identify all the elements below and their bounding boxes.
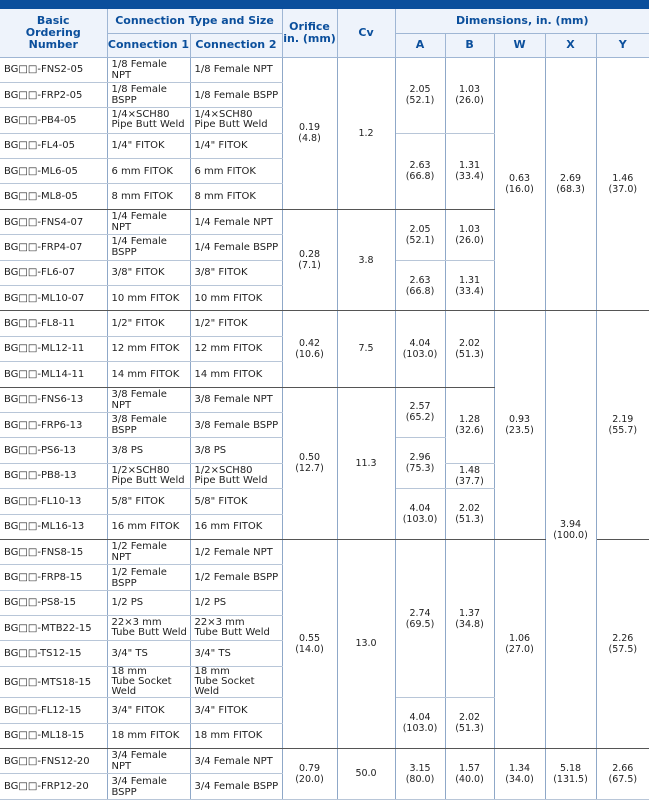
connection-2-cell: 3/4" FITOK bbox=[190, 698, 282, 723]
col-dim-b: B bbox=[445, 33, 494, 57]
connection-1-cell: 3/8 PS bbox=[107, 438, 190, 463]
ordering-prefix: BG□□ bbox=[4, 521, 38, 533]
orifice-cell: 0.79 (20.0) bbox=[282, 748, 337, 799]
connection-1-cell: 6 mm FITOK bbox=[107, 159, 190, 184]
connection-1-cell: 3/8" FITOK bbox=[107, 260, 190, 285]
col-cv: Cv bbox=[337, 9, 395, 57]
cv-cell: 3.8 bbox=[337, 209, 395, 311]
connection-1-cell: 22×3 mm Tube Butt Weld bbox=[107, 616, 190, 641]
connection-1-cell: 10 mm FITOK bbox=[107, 286, 190, 311]
connection-1-cell: 1/4 Female NPT bbox=[107, 209, 190, 234]
connection-2-cell: 1/4" FITOK bbox=[190, 133, 282, 158]
x-cell: 5.18 (131.5) bbox=[545, 748, 596, 799]
a-cell: 2.05 (52.1) bbox=[395, 57, 445, 133]
col-connection-type: Connection Type and Size bbox=[107, 9, 282, 33]
ordering-suffix: -FL10-13 bbox=[37, 495, 82, 507]
connection-1-cell: 3/4" FITOK bbox=[107, 698, 190, 723]
y-cell: 1.46 (37.0) bbox=[596, 57, 649, 311]
cv-cell: 1.2 bbox=[337, 57, 395, 209]
ordering-suffix: -FRP8-15 bbox=[37, 572, 83, 583]
ordering-number-cell bbox=[0, 82, 107, 107]
orifice-cell: 0.19 (4.8) bbox=[282, 57, 337, 209]
ordering-suffix: -PB8-13 bbox=[37, 470, 77, 482]
connection-2-cell: 16 mm FITOK bbox=[190, 514, 282, 539]
ordering-suffix: -ML18-15 bbox=[37, 730, 85, 742]
ordering-prefix: BG□□ bbox=[4, 676, 38, 688]
header-band bbox=[0, 0, 649, 9]
ordering-prefix: BG□□ bbox=[4, 572, 38, 583]
ordering-number-cell bbox=[0, 387, 107, 412]
ordering-prefix: BG□□ bbox=[4, 267, 38, 279]
w-cell: 0.63 (16.0) bbox=[494, 57, 545, 311]
ordering-number-cell bbox=[0, 184, 107, 209]
connection-2-cell: 1/2 Female BSPP bbox=[190, 565, 282, 590]
ordering-suffix: -ML12-11 bbox=[37, 343, 85, 355]
ordering-number-cell bbox=[0, 311, 107, 336]
ordering-number-cell bbox=[0, 286, 107, 311]
ordering-number-cell bbox=[0, 774, 107, 800]
col-basic-ordering-number: Basic Ordering Number bbox=[0, 9, 107, 57]
b-cell: 1.37 (34.8) bbox=[445, 539, 494, 697]
ordering-prefix: BG□□ bbox=[4, 114, 38, 126]
ordering-suffix: -FNS12-20 bbox=[37, 755, 90, 767]
connection-1-cell: 3/4" TS bbox=[107, 641, 190, 666]
connection-2-cell: 3/4" TS bbox=[190, 641, 282, 666]
y-cell: 2.26 (57.5) bbox=[596, 539, 649, 748]
connection-2-cell: 1/8 Female BSPP bbox=[190, 82, 282, 107]
w-cell: 1.06 (27.0) bbox=[494, 539, 545, 748]
b-cell: 1.57 (40.0) bbox=[445, 748, 494, 799]
b-cell: 1.03 (26.0) bbox=[445, 57, 494, 133]
ordering-suffix: -TS12-15 bbox=[37, 648, 82, 660]
connection-2-cell: 1/8 Female NPT bbox=[190, 57, 282, 82]
ordering-prefix: BG□□ bbox=[4, 597, 38, 609]
x-cell: 3.94 (100.0) bbox=[545, 311, 596, 749]
col-dim-w: W bbox=[494, 33, 545, 57]
connection-2-cell: 3/4 Female BSPP bbox=[190, 774, 282, 800]
connection-2-cell: 14 mm FITOK bbox=[190, 362, 282, 387]
ordering-prefix: BG□□ bbox=[4, 781, 38, 793]
ordering-number-cell bbox=[0, 590, 107, 615]
connection-2-cell: 10 mm FITOK bbox=[190, 286, 282, 311]
ordering-suffix: -FRP4-07 bbox=[37, 241, 83, 253]
ordering-number-cell bbox=[0, 235, 107, 260]
connection-2-cell: 3/8 Female NPT bbox=[190, 387, 282, 412]
connection-1-cell: 16 mm FITOK bbox=[107, 514, 190, 539]
spec-table-body bbox=[0, 57, 649, 800]
ordering-number-cell bbox=[0, 539, 107, 564]
connection-2-cell: 22×3 mm Tube Butt Weld bbox=[190, 616, 282, 641]
ordering-prefix: BG□□ bbox=[4, 241, 38, 253]
ordering-suffix: -ML10-07 bbox=[37, 292, 85, 304]
connection-2-cell: 1/2×SCH80 Pipe Butt Weld bbox=[190, 463, 282, 488]
b-cell: 1.03 (26.0) bbox=[445, 209, 494, 260]
connection-2-cell: 1/2" FITOK bbox=[190, 311, 282, 336]
col-connection-1: Connection 1 bbox=[107, 33, 190, 57]
connection-1-cell: 1/2 PS bbox=[107, 590, 190, 615]
connection-2-cell: 6 mm FITOK bbox=[190, 159, 282, 184]
cv-cell: 50.0 bbox=[337, 748, 395, 799]
ordering-prefix: BG□□ bbox=[4, 394, 38, 406]
connection-2-cell: 18 mm FITOK bbox=[190, 723, 282, 748]
a-cell: 2.74 (69.5) bbox=[395, 539, 445, 697]
ordering-number-cell bbox=[0, 438, 107, 463]
connection-2-cell: 3/8 PS bbox=[190, 438, 282, 463]
cv-cell: 11.3 bbox=[337, 387, 395, 539]
connection-1-cell: 18 mm Tube Socket Weld bbox=[107, 666, 190, 697]
connection-2-cell: 1/4×SCH80 Pipe Butt Weld bbox=[190, 108, 282, 133]
ordering-prefix: BG□□ bbox=[4, 704, 38, 716]
w-cell: 1.34 (34.0) bbox=[494, 748, 545, 799]
ordering-number-cell bbox=[0, 108, 107, 133]
a-cell: 2.96 (75.3) bbox=[395, 438, 445, 489]
y-cell: 2.19 (55.7) bbox=[596, 311, 649, 540]
ordering-prefix: BG□□ bbox=[4, 343, 38, 355]
connection-1-cell: 1/2×SCH80 Pipe Butt Weld bbox=[107, 463, 190, 488]
ordering-prefix: BG□□ bbox=[4, 622, 38, 634]
connection-2-cell: 12 mm FITOK bbox=[190, 336, 282, 361]
ordering-prefix: BG□□ bbox=[4, 495, 38, 507]
ordering-suffix: -FNS4-07 bbox=[37, 216, 84, 228]
connection-1-cell: 1/4 Female BSPP bbox=[107, 235, 190, 260]
b-cell: 1.31 (33.4) bbox=[445, 133, 494, 209]
b-cell: 2.02 (51.3) bbox=[445, 311, 494, 387]
col-orifice: Orifice in. (mm) bbox=[282, 9, 337, 57]
ordering-prefix: BG□□ bbox=[4, 318, 38, 330]
ordering-number-cell bbox=[0, 698, 107, 723]
connection-1-cell: 3/4 Female BSPP bbox=[107, 774, 190, 800]
col-dim-y: Y bbox=[596, 33, 649, 57]
a-cell: 2.63 (66.8) bbox=[395, 133, 445, 209]
connection-1-cell: 14 mm FITOK bbox=[107, 362, 190, 387]
a-cell: 4.04 (103.0) bbox=[395, 311, 445, 387]
ordering-prefix: BG□□ bbox=[4, 191, 38, 203]
ordering-suffix: -ML8-05 bbox=[37, 191, 78, 203]
ordering-number-cell bbox=[0, 514, 107, 539]
ordering-number-cell bbox=[0, 748, 107, 773]
ordering-number-cell bbox=[0, 336, 107, 361]
ordering-prefix: BG□□ bbox=[4, 89, 38, 101]
col-dim-a: A bbox=[395, 33, 445, 57]
connection-1-cell: 8 mm FITOK bbox=[107, 184, 190, 209]
connection-2-cell: 1/4 Female NPT bbox=[190, 209, 282, 234]
b-cell: 2.02 (51.3) bbox=[445, 489, 494, 540]
table-row bbox=[0, 748, 649, 773]
connection-2-cell: 1/4 Female BSPP bbox=[190, 235, 282, 260]
col-dimensions: Dimensions, in. (mm) bbox=[395, 9, 649, 33]
ordering-suffix: -FL8-11 bbox=[37, 318, 75, 330]
col-connection-2: Connection 2 bbox=[190, 33, 282, 57]
cv-cell: 7.5 bbox=[337, 311, 395, 387]
ordering-prefix: BG□□ bbox=[4, 755, 38, 767]
orifice-cell: 0.50 (12.7) bbox=[282, 387, 337, 539]
ordering-prefix: BG□□ bbox=[4, 648, 38, 660]
ordering-suffix: -FNS2-05 bbox=[37, 64, 84, 76]
ordering-number-cell bbox=[0, 463, 107, 488]
ordering-prefix: BG□□ bbox=[4, 64, 38, 76]
ordering-suffix: -FL4-05 bbox=[37, 140, 75, 152]
ordering-number-cell bbox=[0, 362, 107, 387]
cv-cell: 13.0 bbox=[337, 539, 395, 748]
connection-1-cell: 12 mm FITOK bbox=[107, 336, 190, 361]
table-row bbox=[0, 57, 649, 82]
ordering-suffix: -ML14-11 bbox=[37, 368, 85, 380]
ordering-suffix: -ML16-13 bbox=[37, 521, 85, 533]
ordering-suffix: -FL12-15 bbox=[37, 704, 82, 716]
ordering-number-cell bbox=[0, 666, 107, 697]
connection-1-cell: 3/8 Female NPT bbox=[107, 387, 190, 412]
connection-1-cell: 1/2" FITOK bbox=[107, 311, 190, 336]
connection-2-cell: 1/2 Female NPT bbox=[190, 539, 282, 564]
connection-1-cell: 3/4 Female NPT bbox=[107, 748, 190, 773]
connection-1-cell: 1/4×SCH80 Pipe Butt Weld bbox=[107, 108, 190, 133]
ordering-suffix: -PS8-15 bbox=[37, 597, 77, 609]
connection-2-cell: 18 mm Tube Socket Weld bbox=[190, 666, 282, 697]
orifice-cell: 0.42 (10.6) bbox=[282, 311, 337, 387]
ordering-prefix: BG□□ bbox=[4, 546, 38, 558]
ordering-suffix: -FL6-07 bbox=[37, 267, 75, 279]
b-cell: 1.48 (37.7) bbox=[445, 463, 494, 488]
ordering-number-cell bbox=[0, 260, 107, 285]
connection-1-cell: 3/8 Female BSPP bbox=[107, 412, 190, 437]
a-cell: 4.04 (103.0) bbox=[395, 698, 445, 749]
connection-2-cell: 1/2 PS bbox=[190, 590, 282, 615]
ordering-number-cell bbox=[0, 641, 107, 666]
ordering-suffix: -FRP2-05 bbox=[37, 89, 83, 101]
connection-2-cell: 3/4 Female NPT bbox=[190, 748, 282, 773]
ordering-suffix: -FRP12-20 bbox=[37, 781, 89, 793]
ordering-suffix: -FRP6-13 bbox=[37, 419, 83, 431]
b-cell: 2.02 (51.3) bbox=[445, 698, 494, 749]
b-cell: 1.31 (33.4) bbox=[445, 260, 494, 311]
ordering-number-cell bbox=[0, 489, 107, 514]
connection-1-cell: 5/8" FITOK bbox=[107, 489, 190, 514]
connection-2-cell: 5/8" FITOK bbox=[190, 489, 282, 514]
ordering-prefix: BG□□ bbox=[4, 470, 38, 482]
a-cell: 2.57 (65.2) bbox=[395, 387, 445, 438]
ordering-number-cell bbox=[0, 209, 107, 234]
ordering-suffix: -MTB22-15 bbox=[37, 622, 92, 634]
connection-2-cell: 3/8 Female BSPP bbox=[190, 412, 282, 437]
ordering-prefix: BG□□ bbox=[4, 445, 38, 457]
connection-1-cell: 1/2 Female NPT bbox=[107, 539, 190, 564]
b-cell: 1.28 (32.6) bbox=[445, 387, 494, 463]
ordering-prefix: BG□□ bbox=[4, 368, 38, 380]
connection-1-cell: 1/2 Female BSPP bbox=[107, 565, 190, 590]
ordering-suffix: -ML6-05 bbox=[37, 165, 78, 177]
w-cell: 0.93 (23.5) bbox=[494, 311, 545, 540]
ordering-prefix: BG□□ bbox=[4, 216, 38, 228]
ordering-prefix: BG□□ bbox=[4, 730, 38, 742]
orifice-cell: 0.28 (7.1) bbox=[282, 209, 337, 311]
ordering-number-cell bbox=[0, 565, 107, 590]
orifice-cell: 0.55 (14.0) bbox=[282, 539, 337, 748]
a-cell: 2.63 (66.8) bbox=[395, 260, 445, 311]
a-cell: 4.04 (103.0) bbox=[395, 489, 445, 540]
ordering-number-cell bbox=[0, 616, 107, 641]
connection-1-cell: 1/8 Female BSPP bbox=[107, 82, 190, 107]
ordering-prefix: BG□□ bbox=[4, 140, 38, 152]
ordering-suffix: -PB4-05 bbox=[37, 114, 77, 126]
connection-1-cell: 1/4" FITOK bbox=[107, 133, 190, 158]
connection-1-cell: 1/8 Female NPT bbox=[107, 57, 190, 82]
ordering-suffix: -PS6-13 bbox=[37, 445, 77, 457]
ordering-suffix: -FNS6-13 bbox=[37, 394, 84, 406]
ordering-suffix: -FNS8-15 bbox=[37, 546, 84, 558]
connection-2-cell: 3/8" FITOK bbox=[190, 260, 282, 285]
x-cell: 2.69 (68.3) bbox=[545, 57, 596, 311]
connection-1-cell: 18 mm FITOK bbox=[107, 723, 190, 748]
connection-2-cell: 8 mm FITOK bbox=[190, 184, 282, 209]
ordering-prefix: BG□□ bbox=[4, 419, 38, 431]
ordering-suffix: -MTS18-15 bbox=[37, 676, 92, 688]
a-cell: 3.15 (80.0) bbox=[395, 748, 445, 799]
ordering-number-cell bbox=[0, 723, 107, 748]
table-row bbox=[0, 311, 649, 336]
y-cell: 2.66 (67.5) bbox=[596, 748, 649, 799]
ordering-number-cell bbox=[0, 133, 107, 158]
ordering-prefix: BG□□ bbox=[4, 165, 38, 177]
ordering-number-cell bbox=[0, 412, 107, 437]
ordering-number-cell bbox=[0, 159, 107, 184]
ordering-prefix: BG□□ bbox=[4, 292, 38, 304]
ordering-number-cell bbox=[0, 57, 107, 82]
col-dim-x: X bbox=[545, 33, 596, 57]
spec-table bbox=[0, 9, 649, 800]
a-cell: 2.05 (52.1) bbox=[395, 209, 445, 260]
